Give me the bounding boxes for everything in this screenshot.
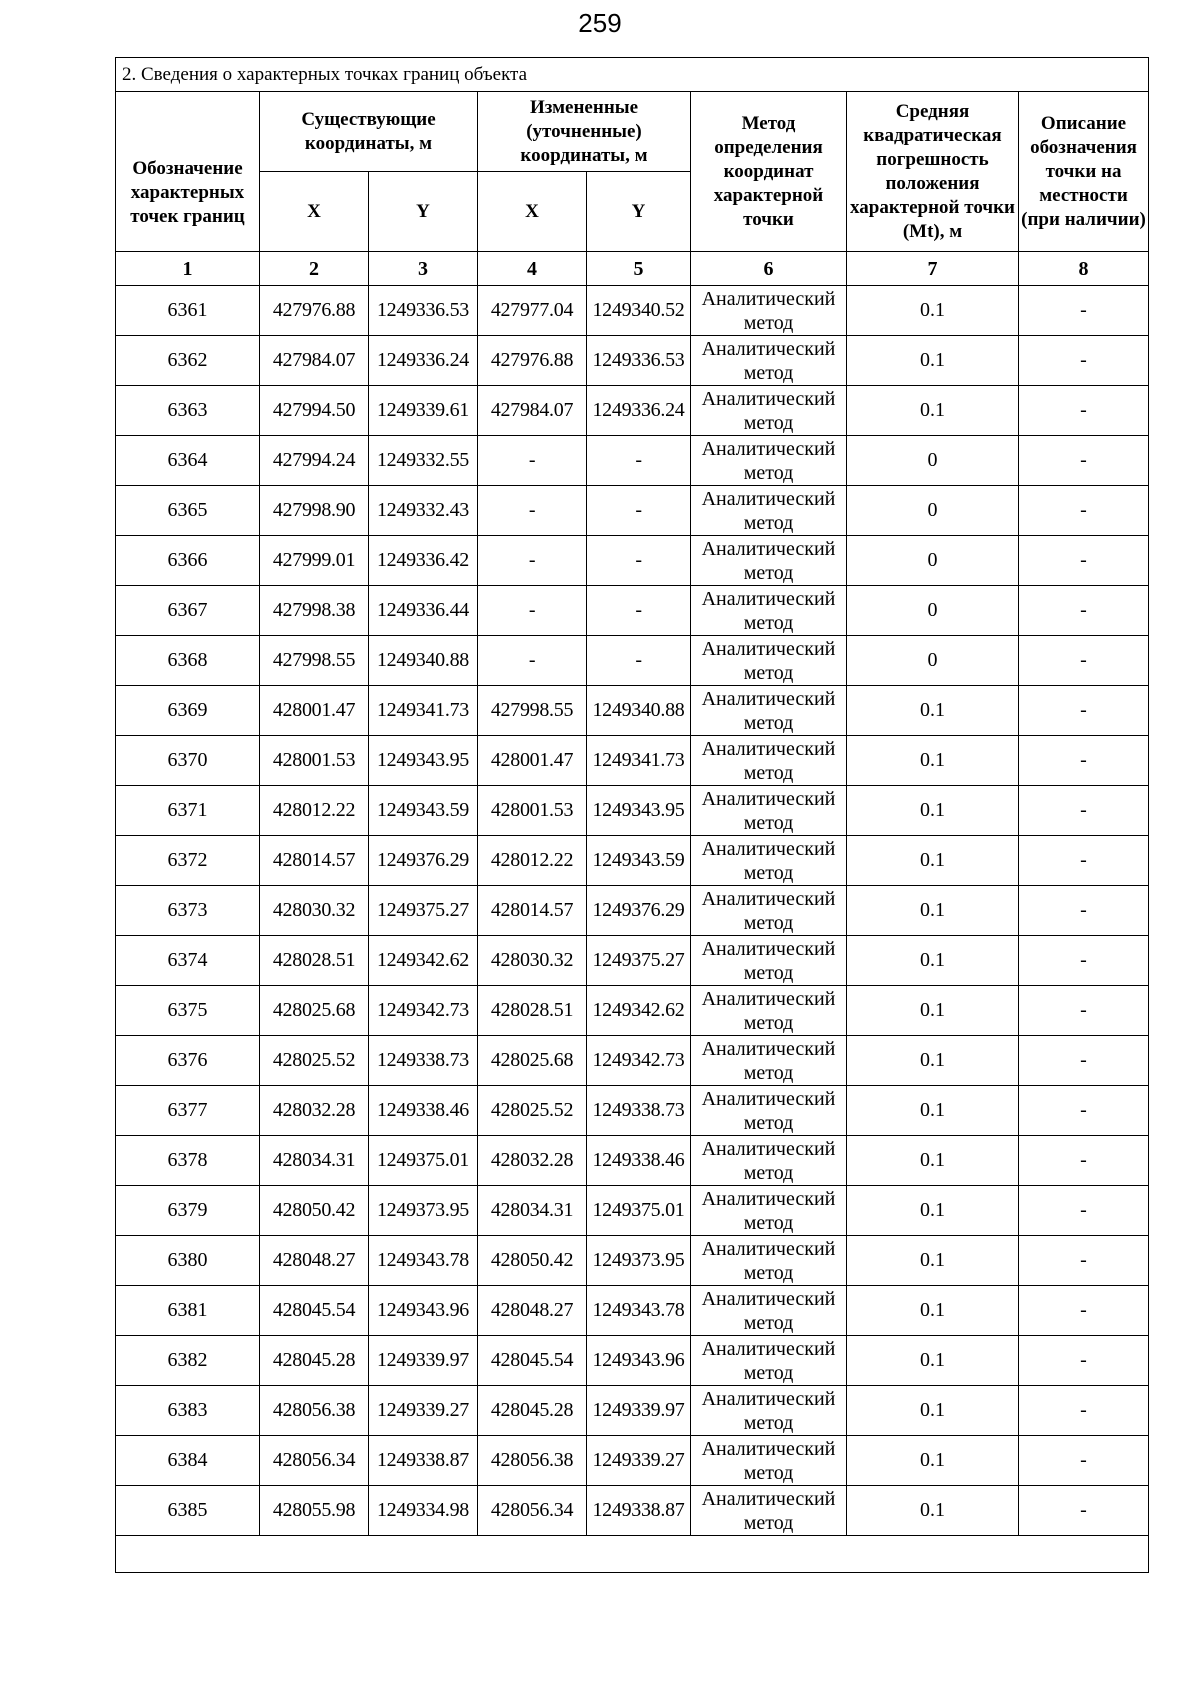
- cell-existing-y: 1249340.88: [369, 636, 478, 686]
- cell-method: Аналитический метод: [691, 1336, 847, 1386]
- table-row: [116, 1386, 1149, 1436]
- cell-changed-x: 428032.28: [478, 1136, 587, 1186]
- cell-description: -: [1019, 836, 1149, 886]
- cell-point-id: 6373: [116, 886, 260, 936]
- cell-description: -: [1019, 1386, 1149, 1436]
- table-body: [116, 286, 1149, 1536]
- cell-existing-x: 428056.34: [260, 1436, 369, 1486]
- cell-changed-x: 428045.54: [478, 1336, 587, 1386]
- cell-existing-y: 1249343.96: [369, 1286, 478, 1336]
- cell-changed-x: 427976.88: [478, 336, 587, 386]
- header-method: Метод определения координат характерной точки: [691, 92, 847, 252]
- cell-description: -: [1019, 686, 1149, 736]
- cell-point-id: 6364: [116, 436, 260, 486]
- table-row: [116, 1036, 1149, 1086]
- cell-mean-error: 0.1: [847, 286, 1019, 336]
- cell-changed-x: 428045.28: [478, 1386, 587, 1436]
- cell-description: -: [1019, 736, 1149, 786]
- cell-description: -: [1019, 286, 1149, 336]
- cell-existing-x: 427998.38: [260, 586, 369, 636]
- cell-changed-x: 427984.07: [478, 386, 587, 436]
- table-row: [116, 586, 1149, 636]
- cell-existing-x: 428001.53: [260, 736, 369, 786]
- cell-existing-y: 1249343.95: [369, 736, 478, 786]
- table-row: [116, 436, 1149, 486]
- cell-method: Аналитический метод: [691, 636, 847, 686]
- table-row: [116, 1086, 1149, 1136]
- cell-changed-x: 427998.55: [478, 686, 587, 736]
- cell-point-id: 6383: [116, 1386, 260, 1436]
- cell-changed-y: 1249342.62: [587, 986, 691, 1036]
- table-row: [116, 386, 1149, 436]
- cell-description: -: [1019, 536, 1149, 586]
- cell-mean-error: 0: [847, 486, 1019, 536]
- table-row: [116, 486, 1149, 536]
- cell-method: Аналитический метод: [691, 1436, 847, 1486]
- cell-point-id: 6366: [116, 536, 260, 586]
- cell-method: Аналитический метод: [691, 1036, 847, 1086]
- cell-mean-error: 0.1: [847, 1236, 1019, 1286]
- cell-existing-x: 428055.98: [260, 1486, 369, 1536]
- cell-existing-y: 1249339.61: [369, 386, 478, 436]
- cell-changed-y: 1249343.96: [587, 1336, 691, 1386]
- cell-mean-error: 0.1: [847, 686, 1019, 736]
- column-number: 2: [260, 252, 369, 286]
- table-footer-cell: [116, 1536, 1149, 1573]
- cell-changed-x: -: [478, 436, 587, 486]
- cell-changed-y: 1249343.78: [587, 1286, 691, 1336]
- cell-existing-x: 427998.90: [260, 486, 369, 536]
- cell-description: -: [1019, 486, 1149, 536]
- cell-existing-y: 1249342.62: [369, 936, 478, 986]
- cell-method: Аналитический метод: [691, 886, 847, 936]
- table-row: [116, 886, 1149, 936]
- cell-mean-error: 0: [847, 636, 1019, 686]
- cell-description: -: [1019, 386, 1149, 436]
- cell-point-id: 6381: [116, 1286, 260, 1336]
- cell-changed-x: 428012.22: [478, 836, 587, 886]
- cell-point-id: 6368: [116, 636, 260, 686]
- cell-point-id: 6369: [116, 686, 260, 736]
- cell-existing-y: 1249338.46: [369, 1086, 478, 1136]
- cell-description: -: [1019, 1186, 1149, 1236]
- cell-point-id: 6374: [116, 936, 260, 986]
- cell-changed-y: 1249338.73: [587, 1086, 691, 1136]
- boundary-points-table: [115, 57, 1149, 1573]
- cell-description: -: [1019, 436, 1149, 486]
- cell-point-id: 6375: [116, 986, 260, 1036]
- cell-changed-y: -: [587, 536, 691, 586]
- cell-existing-x: 427994.50: [260, 386, 369, 436]
- table-row: [116, 836, 1149, 886]
- cell-existing-x: 428056.38: [260, 1386, 369, 1436]
- cell-changed-x: 428030.32: [478, 936, 587, 986]
- column-number: 3: [369, 252, 478, 286]
- cell-method: Аналитический метод: [691, 936, 847, 986]
- cell-point-id: 6380: [116, 1236, 260, 1286]
- cell-mean-error: 0.1: [847, 1486, 1019, 1536]
- cell-changed-y: -: [587, 636, 691, 686]
- cell-changed-x: 428050.42: [478, 1236, 587, 1286]
- cell-mean-error: 0.1: [847, 1136, 1019, 1186]
- cell-method: Аналитический метод: [691, 786, 847, 836]
- cell-changed-x: 428001.47: [478, 736, 587, 786]
- cell-description: -: [1019, 1336, 1149, 1386]
- cell-changed-y: 1249339.97: [587, 1386, 691, 1436]
- cell-mean-error: 0.1: [847, 1386, 1019, 1436]
- cell-description: -: [1019, 636, 1149, 686]
- cell-changed-x: 428056.34: [478, 1486, 587, 1536]
- cell-existing-y: 1249332.43: [369, 486, 478, 536]
- cell-method: Аналитический метод: [691, 386, 847, 436]
- cell-existing-x: 428012.22: [260, 786, 369, 836]
- cell-point-id: 6378: [116, 1136, 260, 1186]
- cell-point-id: 6365: [116, 486, 260, 536]
- cell-existing-y: 1249338.87: [369, 1436, 478, 1486]
- cell-changed-x: -: [478, 586, 587, 636]
- cell-changed-y: 1249376.29: [587, 886, 691, 936]
- cell-existing-y: 1249375.27: [369, 886, 478, 936]
- cell-point-id: 6384: [116, 1436, 260, 1486]
- cell-changed-x: 428014.57: [478, 886, 587, 936]
- cell-existing-y: 1249336.44: [369, 586, 478, 636]
- cell-existing-y: 1249336.24: [369, 336, 478, 386]
- table-row: [116, 936, 1149, 986]
- header-changed-x: X: [478, 172, 587, 252]
- header-changed-y: Y: [587, 172, 691, 252]
- cell-mean-error: 0.1: [847, 386, 1019, 436]
- cell-changed-y: -: [587, 586, 691, 636]
- column-number: 1: [116, 252, 260, 286]
- cell-existing-y: 1249373.95: [369, 1186, 478, 1236]
- cell-existing-y: 1249375.01: [369, 1136, 478, 1186]
- cell-description: -: [1019, 786, 1149, 836]
- cell-method: Аналитический метод: [691, 1186, 847, 1236]
- cell-changed-x: 428025.68: [478, 1036, 587, 1086]
- cell-method: Аналитический метод: [691, 1386, 847, 1436]
- cell-point-id: 6382: [116, 1336, 260, 1386]
- cell-changed-x: -: [478, 636, 587, 686]
- cell-mean-error: 0: [847, 436, 1019, 486]
- cell-changed-y: 1249340.88: [587, 686, 691, 736]
- cell-point-id: 6385: [116, 1486, 260, 1536]
- cell-existing-y: 1249332.55: [369, 436, 478, 486]
- column-number: 6: [691, 252, 847, 286]
- table-row: [116, 1336, 1149, 1386]
- cell-changed-y: 1249343.59: [587, 836, 691, 886]
- header-changed-coordinates: Измененные (уточненные) координаты, м: [478, 92, 691, 172]
- cell-existing-y: 1249343.78: [369, 1236, 478, 1286]
- cell-existing-y: 1249338.73: [369, 1036, 478, 1086]
- cell-point-id: 6371: [116, 786, 260, 836]
- cell-existing-x: 428045.28: [260, 1336, 369, 1386]
- cell-changed-y: -: [587, 486, 691, 536]
- column-number-row: [116, 252, 1149, 286]
- cell-existing-x: 428025.52: [260, 1036, 369, 1086]
- header-point-designation: Обозначение характерных точек границ: [116, 92, 260, 252]
- header-mean-error: Средняя квадратическая погрешность положения характерной точки (Mt), м: [847, 92, 1019, 252]
- cell-existing-x: 427976.88: [260, 286, 369, 336]
- cell-method: Аналитический метод: [691, 1086, 847, 1136]
- table-row: [116, 1286, 1149, 1336]
- cell-changed-y: 1249373.95: [587, 1236, 691, 1286]
- table-row: [116, 1136, 1149, 1186]
- cell-point-id: 6370: [116, 736, 260, 786]
- cell-changed-y: 1249375.01: [587, 1186, 691, 1236]
- cell-method: Аналитический метод: [691, 986, 847, 1036]
- cell-existing-x: 428045.54: [260, 1286, 369, 1336]
- cell-changed-x: 428034.31: [478, 1186, 587, 1236]
- cell-method: Аналитический метод: [691, 436, 847, 486]
- cell-existing-x: 428014.57: [260, 836, 369, 886]
- cell-description: -: [1019, 336, 1149, 386]
- cell-mean-error: 0.1: [847, 1086, 1019, 1136]
- cell-changed-y: 1249375.27: [587, 936, 691, 986]
- cell-method: Аналитический метод: [691, 486, 847, 536]
- section-title: 2. Сведения о характерных точках границ объекта: [116, 58, 1149, 92]
- cell-point-id: 6376: [116, 1036, 260, 1086]
- cell-method: Аналитический метод: [691, 536, 847, 586]
- cell-method: Аналитический метод: [691, 336, 847, 386]
- cell-changed-x: 427977.04: [478, 286, 587, 336]
- cell-existing-x: 427984.07: [260, 336, 369, 386]
- cell-description: -: [1019, 936, 1149, 986]
- cell-existing-y: 1249341.73: [369, 686, 478, 736]
- header-description: Описание обозначения точки на местности (при наличии): [1019, 92, 1149, 252]
- table-row: [116, 636, 1149, 686]
- cell-method: Аналитический метод: [691, 1136, 847, 1186]
- cell-changed-x: 428048.27: [478, 1286, 587, 1336]
- table-row: [116, 1186, 1149, 1236]
- cell-description: -: [1019, 1286, 1149, 1336]
- header-existing-y: Y: [369, 172, 478, 252]
- table-row: [116, 336, 1149, 386]
- cell-point-id: 6377: [116, 1086, 260, 1136]
- cell-mean-error: 0.1: [847, 1286, 1019, 1336]
- cell-mean-error: 0.1: [847, 336, 1019, 386]
- cell-description: -: [1019, 1036, 1149, 1086]
- table-row: [116, 1486, 1149, 1536]
- cell-point-id: 6372: [116, 836, 260, 886]
- cell-description: -: [1019, 586, 1149, 636]
- cell-mean-error: 0: [847, 586, 1019, 636]
- cell-mean-error: 0.1: [847, 1186, 1019, 1236]
- cell-existing-y: 1249342.73: [369, 986, 478, 1036]
- cell-changed-y: 1249343.95: [587, 786, 691, 836]
- cell-changed-y: 1249342.73: [587, 1036, 691, 1086]
- cell-description: -: [1019, 986, 1149, 1036]
- cell-changed-y: 1249336.53: [587, 336, 691, 386]
- cell-mean-error: 0.1: [847, 836, 1019, 886]
- cell-existing-x: 428001.47: [260, 686, 369, 736]
- cell-existing-x: 428032.28: [260, 1086, 369, 1136]
- cell-existing-x: 428048.27: [260, 1236, 369, 1286]
- table-row: [116, 286, 1149, 336]
- cell-description: -: [1019, 1236, 1149, 1286]
- cell-point-id: 6379: [116, 1186, 260, 1236]
- cell-existing-x: 428050.42: [260, 1186, 369, 1236]
- table-row: [116, 536, 1149, 586]
- table-row: [116, 686, 1149, 736]
- cell-mean-error: 0.1: [847, 1336, 1019, 1386]
- cell-mean-error: 0.1: [847, 886, 1019, 936]
- cell-point-id: 6367: [116, 586, 260, 636]
- cell-method: Аналитический метод: [691, 1286, 847, 1336]
- cell-mean-error: 0.1: [847, 1036, 1019, 1086]
- cell-existing-x: 428034.31: [260, 1136, 369, 1186]
- cell-existing-x: 427999.01: [260, 536, 369, 586]
- cell-mean-error: 0.1: [847, 786, 1019, 836]
- cell-existing-y: 1249339.97: [369, 1336, 478, 1386]
- cell-changed-x: 428001.53: [478, 786, 587, 836]
- header-existing-coordinates: Существующие координаты, м: [260, 92, 478, 172]
- cell-changed-y: -: [587, 436, 691, 486]
- cell-method: Аналитический метод: [691, 686, 847, 736]
- cell-changed-y: 1249336.24: [587, 386, 691, 436]
- cell-existing-x: 427994.24: [260, 436, 369, 486]
- cell-description: -: [1019, 1486, 1149, 1536]
- cell-method: Аналитический метод: [691, 1236, 847, 1286]
- cell-changed-x: -: [478, 536, 587, 586]
- table-row: [116, 986, 1149, 1036]
- cell-changed-y: 1249340.52: [587, 286, 691, 336]
- column-number: 8: [1019, 252, 1149, 286]
- cell-changed-y: 1249338.46: [587, 1136, 691, 1186]
- cell-existing-x: 428030.32: [260, 886, 369, 936]
- cell-existing-y: 1249336.53: [369, 286, 478, 336]
- cell-method: Аналитический метод: [691, 1486, 847, 1536]
- page-number: 259: [578, 8, 622, 38]
- table-row: [116, 1436, 1149, 1486]
- header-existing-x: X: [260, 172, 369, 252]
- cell-changed-x: 428025.52: [478, 1086, 587, 1136]
- cell-description: -: [1019, 1136, 1149, 1186]
- cell-changed-y: 1249341.73: [587, 736, 691, 786]
- cell-method: Аналитический метод: [691, 586, 847, 636]
- cell-existing-y: 1249334.98: [369, 1486, 478, 1536]
- cell-mean-error: 0: [847, 536, 1019, 586]
- cell-existing-y: 1249336.42: [369, 536, 478, 586]
- column-number: 7: [847, 252, 1019, 286]
- cell-mean-error: 0.1: [847, 1436, 1019, 1486]
- cell-existing-y: 1249343.59: [369, 786, 478, 836]
- cell-point-id: 6363: [116, 386, 260, 436]
- table-row: [116, 1236, 1149, 1286]
- cell-point-id: 6362: [116, 336, 260, 386]
- cell-mean-error: 0.1: [847, 936, 1019, 986]
- cell-method: Аналитический метод: [691, 736, 847, 786]
- table-row: [116, 786, 1149, 836]
- cell-existing-x: 428025.68: [260, 986, 369, 1036]
- cell-existing-x: 427998.55: [260, 636, 369, 686]
- table-footer-empty-row: [116, 1536, 1149, 1573]
- cell-description: -: [1019, 1086, 1149, 1136]
- cell-changed-y: 1249338.87: [587, 1486, 691, 1536]
- cell-changed-x: -: [478, 486, 587, 536]
- cell-existing-x: 428028.51: [260, 936, 369, 986]
- table-row: [116, 736, 1149, 786]
- cell-changed-x: 428028.51: [478, 986, 587, 1036]
- cell-changed-x: 428056.38: [478, 1436, 587, 1486]
- cell-method: Аналитический метод: [691, 286, 847, 336]
- cell-existing-y: 1249376.29: [369, 836, 478, 886]
- cell-description: -: [1019, 886, 1149, 936]
- cell-changed-y: 1249339.27: [587, 1436, 691, 1486]
- cell-point-id: 6361: [116, 286, 260, 336]
- cell-mean-error: 0.1: [847, 736, 1019, 786]
- cell-mean-error: 0.1: [847, 986, 1019, 1036]
- cell-existing-y: 1249339.27: [369, 1386, 478, 1436]
- cell-method: Аналитический метод: [691, 836, 847, 886]
- cell-description: -: [1019, 1436, 1149, 1486]
- column-number: 4: [478, 252, 587, 286]
- column-number: 5: [587, 252, 691, 286]
